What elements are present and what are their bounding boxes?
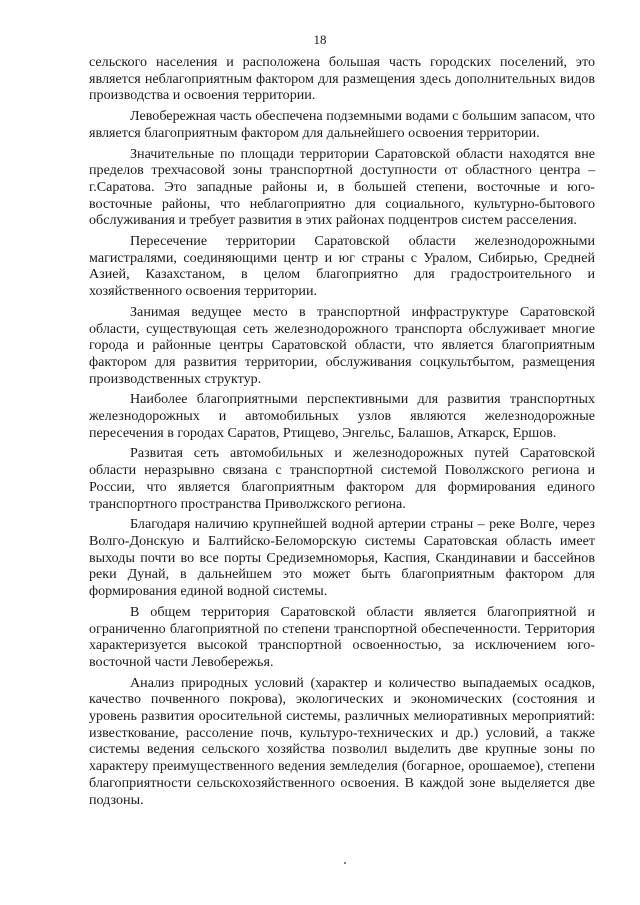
page-number: 18 [313,32,327,47]
paragraph: Пересечение территории Саратовской области железнодорожными магистралями, соединяющими центр и юг страны с Уралом, Сибирью, Средней Азией, Казахстаном, в целом благоприятно для градостроительного и хозяйственного освоения территории. [89,233,595,300]
paragraph: Благодаря наличию крупнейшей водной артерии страны – реке Волге, через Волго-Донскую и Балтийско-Беломорскую системы Саратовская область имеет выходы почти во все порты Средиземноморья, Каспия, Скандинавии и бассейнов реки Дунай, в дальнейшем это может быть благоприятным фактором для формирования единой водной системы. [89,516,595,600]
page-body [89,54,595,812]
paragraph: Анализ природных условий (характер и количество выпадаемых осадков, качество почвенного покрова), экологических и экономических (состояния и уровень развития оросительной системы, различных мелиоративных мероприятий: известкование, рассоление почв, культуро-технических и др.) условий, а также системы ведения сельского хозяйства позволил выделить две крупные зоны по характеру преимущественного ведения земледелия (богарное, орошаемое), степени благоприятности сельскохозяйственного освоения. В каждой зоне выделяется две подзоны. [89,674,595,808]
paragraph: Наиболее благоприятными перспективными для развития транспортных железнодорожных и автомобильных узлов являются железнодорожные пересечения в городах Саратов, Ртищево, Энгельс, Балашов, Аткарск, Ершов. [89,391,595,441]
scan-speck [344,862,346,864]
paragraph: Левобережная часть обеспечена подземными водами с большим запасом, что является благоприятным фактором для дальнейшего освоения территории. [89,108,595,141]
paragraph: Развитая сеть автомобильных и железнодорожных путей Саратовской области неразрывно связана с транспортной системой Поволжского региона и России, что является благоприятным фактором для формирования единого транспортного пространства Приволжского региона. [89,445,595,512]
paragraph: Занимая ведущее место в транспортной инфраструктуре Саратовской области, существующая сеть железнодорожного транспорта обслуживает многие города и районные центры Саратовской области, что является благоприятным фактором для развития территории, обслуживания соцкультбытом, размещения производственных структур. [89,303,595,387]
paragraph: В общем территория Саратовской области является благоприятной и ограниченно благоприятной по степени транспортной обеспеченности. Территория характеризуется высокой транспортной освоенностью, за исключением юго-восточной части Левобережья. [89,603,595,670]
paragraph: сельского населения и расположена большая часть городских поселений, это является неблагоприятным фактором для размещения здесь дополнительных видов производства и освоения территории. [89,54,595,104]
paragraph: Значительные по площади территории Саратовской области находятся вне пределов трехчасовой зоны транспортной доступности от областного центра – г.Саратова. Это западные районы и, в большей степени, восточные и юго-восточные районы, что неблагоприятно для социального, культурно-бытового обслуживания и требует развития в этих районах подцентров систем расселения. [89,145,595,229]
